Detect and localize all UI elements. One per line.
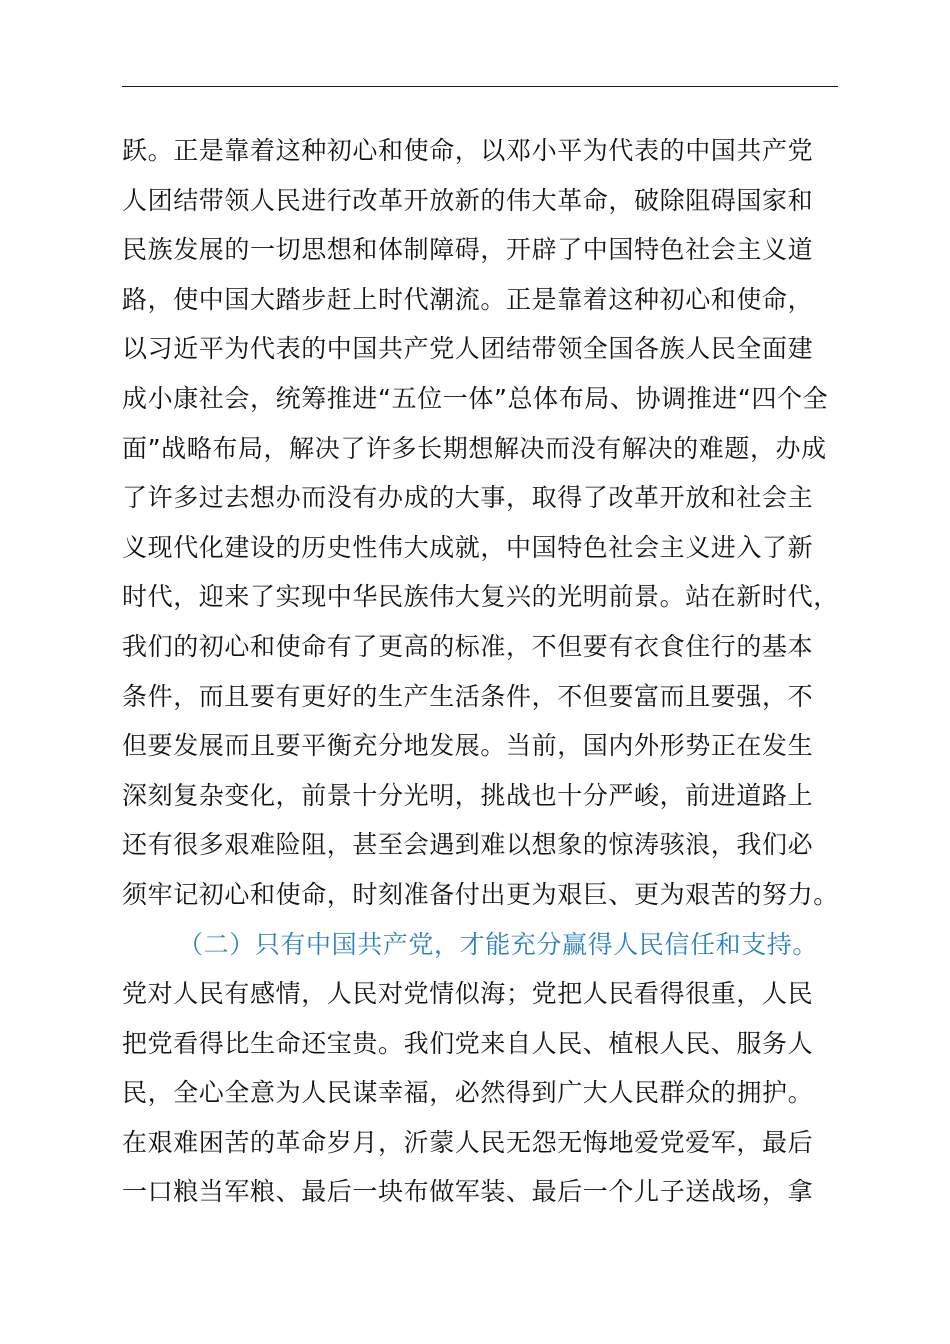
header-rule bbox=[122, 86, 838, 87]
text-line: 把党看得比生命还宝贵。我们党来自人民、植根人民、服务人 bbox=[122, 1028, 814, 1058]
text-line: 成小康社会，统筹推进“五位一体”总体布局、协调推进“四个全 bbox=[122, 383, 829, 413]
text-line: 了许多过去想办而没有办成的大事，取得了改革开放和社会主 bbox=[122, 483, 814, 513]
text-line: 民，全心全意为人民谋幸福，必然得到广大人民群众的拥护。 bbox=[122, 1078, 814, 1108]
text-line: 民族发展的一切思想和体制障碍，开辟了中国特色社会主义道 bbox=[122, 235, 814, 265]
text-line: 还有很多艰难险阻，甚至会遇到难以想象的惊涛骇浪，我们必 bbox=[122, 830, 814, 860]
text-line: 一口粮当军粮、最后一块布做军装、最后一个儿子送战场，拿 bbox=[122, 1177, 814, 1207]
text-line: 须牢记初心和使命，时刻准备付出更为艰巨、更为艰苦的努力。 bbox=[122, 879, 839, 909]
text-line: 但要发展而且要平衡充分地发展。当前，国内外形势正在发生 bbox=[122, 731, 814, 761]
text-line: 义现代化建设的历史性伟大成就，中国特色社会主义进入了新 bbox=[122, 532, 814, 562]
text-line: 深刻复杂变化，前景十分光明，挑战也十分严峻，前进道路上 bbox=[122, 780, 814, 810]
text-line: 党对人民有感情，人民对党情似海；党把人民看得很重，人民 bbox=[122, 979, 814, 1009]
text-line: 面”战略布局，解决了许多长期想解决而没有解决的难题，办成 bbox=[122, 433, 827, 463]
text-line: 时代，迎来了实现中华民族伟大复兴的光明前景。站在新时代， bbox=[122, 582, 839, 612]
text-line: 以习近平为代表的中国共产党人团结带领全国各族人民全面建 bbox=[122, 334, 814, 364]
text-line: 跃。正是靠着这种初心和使命，以邓小平为代表的中国共产党 bbox=[122, 136, 814, 165]
text-line: 在艰难困苦的革命岁月，沂蒙人民无怨无悔地爱党爱军，最后 bbox=[122, 1127, 814, 1157]
document-body bbox=[122, 126, 862, 1217]
text-line: 我们的初心和使命有了更高的标准，不但要有衣食住行的基本 bbox=[122, 631, 814, 661]
text-line: 条件，而且要有更好的生产生活条件，不但要富而且要强，不 bbox=[122, 681, 814, 711]
section-heading: （二）只有中国共产党，才能充分赢得人民信任和支持。 bbox=[178, 929, 819, 959]
text-line: 人团结带领人民进行改革开放新的伟大革命，破除阻碍国家和 bbox=[122, 185, 814, 215]
text-line: 路，使中国大踏步赶上时代潮流。正是靠着这种初心和使命， bbox=[122, 284, 814, 314]
